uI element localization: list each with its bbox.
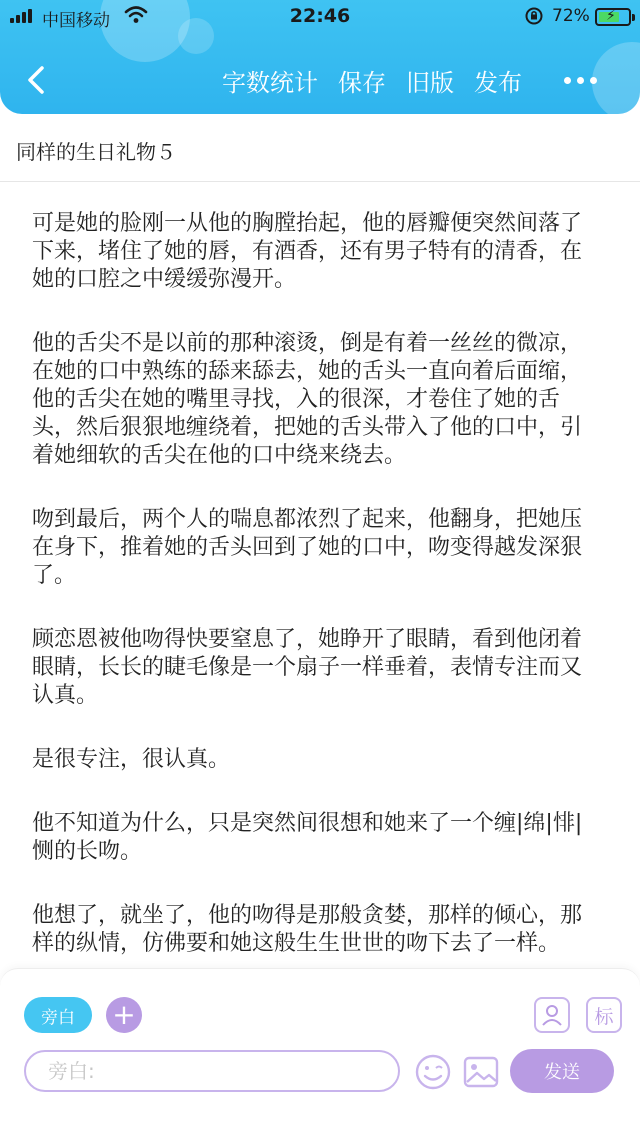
paragraph: 他不知道为什么，只是突然间很想和她来了一个缠|绵|悱|恻的长吻。 [32,811,583,864]
document-body[interactable] [32,210,592,994]
publish-button[interactable]: 发布 [474,68,522,97]
more-icon[interactable] [560,66,600,94]
character-avatar-icon[interactable] [534,997,570,1033]
old-version-button[interactable]: 旧版 [406,68,454,97]
paragraph: 顾恋恩被他吻得快要窒息了，她睁开了眼睛，看到他闭着眼睛，长长的睫毛像是一个扇子一样垂着，表情专注而又认真。 [32,627,583,708]
paragraph: 是很专注，很认真。 [32,747,231,772]
composer-panel [0,968,640,1138]
document-title[interactable]: 同样的生日礼物５ [16,140,176,164]
word-count-button[interactable]: 字数统计 [222,68,318,97]
paragraph: 吻到最后，两个人的喘息都浓烈了起来，他翻身，把她压在身下，推着她的舌头回到了她的口中，吻变得越发深狠了。 [32,507,583,588]
tag-button[interactable]: 标 [586,997,622,1033]
battery-icon: ⚡ [595,8,631,26]
save-button[interactable]: 保存 [338,68,386,97]
nav-actions [222,62,522,98]
emoji-icon[interactable] [414,1053,452,1091]
paragraph: 他想了，就坐了，他的吻得是那般贪婪，那样的倾心，那样的纵情，仿佛要和她这般生生世世的吻下去了一样。 [32,903,583,956]
role-narration-chip[interactable]: 旁白 [24,997,92,1033]
title-bar [0,114,640,182]
back-button[interactable] [18,62,54,98]
send-button[interactable]: 发送 [510,1049,614,1093]
paragraph: 他的舌尖不是以前的那种滚烫，倒是有着一丝丝的微凉，在她的口中熟练的舔来舔去，她的舌头一直向着后面缩，他的舌尖在她的嘴里寻找，入的很深，才卷住了她的舌头，然后狠狠地缠绕着，把她的舌头带入了他的口中，引着她细软的舌尖在他的口中绕来绕去。 [32,331,583,468]
status-time: 22:46 [289,5,351,27]
message-input[interactable] [24,1050,400,1092]
battery-percent: 72% [552,6,590,26]
status-bar [0,0,640,34]
header [0,0,640,114]
add-role-button[interactable]: + [106,997,142,1033]
carrier-name: 中国移动 [42,11,110,31]
rotation-lock-icon [524,6,544,26]
paragraph: 可是她的脸刚一从他的胸膛抬起，他的唇瓣便突然间落了下来，堵住了她的唇，有酒香，还有男子特有的清香，在她的口腔之中缓缓弥漫开。 [32,211,583,292]
image-icon[interactable] [462,1053,500,1091]
